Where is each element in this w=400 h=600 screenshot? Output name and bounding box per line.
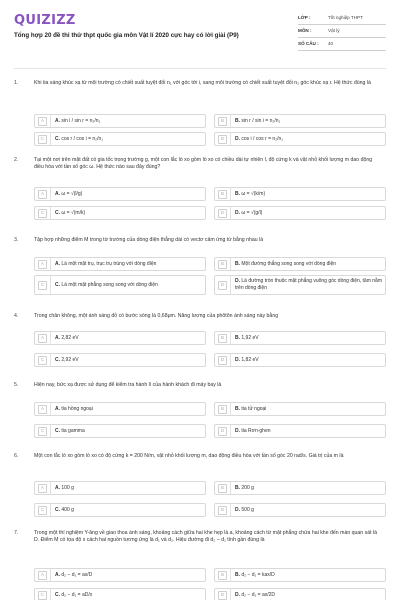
option-a[interactable]	[34, 402, 206, 416]
option-divider	[230, 188, 231, 200]
option-label: A.	[55, 334, 60, 341]
option-text	[235, 116, 282, 126]
meta-key: LỚP :	[298, 14, 311, 20]
option-d[interactable]	[214, 503, 386, 517]
option-text	[235, 404, 268, 414]
quizizz-logo: QUIZIZZ	[14, 13, 76, 28]
option-a[interactable]	[34, 257, 206, 271]
option-letter: A	[38, 117, 47, 126]
option-b[interactable]	[214, 568, 386, 582]
option-letter: D	[218, 506, 227, 515]
option-label: B.	[235, 405, 240, 412]
option-label: C.	[55, 135, 60, 142]
option-content: 400 g	[61, 506, 74, 513]
option-content: sin r / sin i = n₂/n₁	[241, 117, 281, 124]
option-content: cos i / cos r = n₂/n₁	[241, 135, 283, 142]
option-text	[55, 404, 95, 414]
option-text	[235, 277, 385, 294]
option-c[interactable]	[34, 353, 206, 367]
option-letter: D	[218, 427, 227, 436]
option-letter: A	[38, 260, 47, 269]
question-text: Trong chân không, một ánh sáng đỏ có bước sóng là 0,68μm. Năng lượng của phôtôn ánh sáng này bằng	[34, 313, 279, 319]
option-b[interactable]	[214, 114, 386, 128]
option-label: A.	[55, 117, 60, 124]
option-letter: A	[38, 405, 47, 414]
option-c[interactable]	[34, 503, 206, 517]
option-content: d₂ − d₁ = aD/x	[61, 591, 93, 598]
option-content: cos r / cos i = n₂/n₁	[61, 135, 103, 142]
question-text: Một con lắc lò xo gồm lò xo có độ cứng k = 200 N/m, vật nhỏ khối lượng m, dao động điều hòa với tần số góc 20 rad/s. Giá trị của m là	[34, 453, 344, 459]
option-text	[55, 134, 105, 144]
option-divider	[230, 207, 231, 219]
option-text	[55, 570, 94, 580]
option-divider	[230, 425, 231, 437]
option-c[interactable]	[34, 275, 206, 295]
option-letter: B	[218, 260, 227, 269]
option-text	[55, 590, 94, 600]
option-text	[235, 134, 285, 144]
question-number: 6.	[14, 453, 19, 459]
meta-row-class	[298, 12, 386, 25]
option-a[interactable]	[34, 481, 206, 495]
option-text	[55, 426, 87, 436]
option-label: C.	[55, 281, 60, 288]
option-label: D.	[235, 135, 240, 142]
question-text: Tập hợp những điểm M trong từ trường của dòng điện thẳng dài có vectơ cảm ứng từ bằng nhau là	[34, 237, 264, 243]
option-a[interactable]	[34, 331, 206, 345]
option-divider	[230, 276, 231, 294]
option-d[interactable]	[214, 588, 386, 600]
option-divider	[50, 276, 51, 294]
question-number: 4.	[14, 313, 19, 319]
option-letter: B	[218, 405, 227, 414]
option-letter: C	[38, 506, 47, 515]
option-text	[55, 333, 81, 343]
option-label: D.	[235, 278, 240, 285]
option-divider	[230, 258, 231, 270]
option-letter: C	[38, 591, 47, 600]
option-letter: C	[38, 356, 47, 365]
worksheet-header	[14, 12, 386, 64]
option-label: A.	[55, 190, 60, 197]
option-content: ω = √(l/g)	[61, 190, 83, 197]
option-d[interactable]	[214, 353, 386, 367]
option-letter: D	[218, 591, 227, 600]
option-c[interactable]	[34, 206, 206, 220]
option-label: D.	[235, 427, 240, 434]
option-divider	[50, 258, 51, 270]
option-content: ω = √(k/m)	[241, 190, 266, 197]
question-number: 5.	[14, 382, 19, 388]
option-content: 200 g	[241, 484, 254, 491]
option-letter: D	[218, 356, 227, 365]
question-text: Tại một nơi trên mặt đất có gia tốc trọng trường g, một con lắc lò xo gồm lò xo có chiều dài tự nhiên l, độ cứng k và vật nhỏ khối lượng m dao động điều hòa với tần số góc ω. Hệ thức nào sau đây đúng?	[34, 157, 373, 171]
question-text: Trong một thí nghiệm Y-âng về giao thoa ánh sáng, khoảng cách giữa hai khe hẹp là a, khoảng cách từ mặt phẳng chứa hai khe đến màn quan sát là D. Điểm M có tọa độ x cách hai nguồn tương ứng là d₁ và d₂. Hiệu đường đi d₂ − d₁ tính gần đúng là	[34, 530, 378, 544]
header-divider	[14, 68, 386, 69]
option-content: ω = √(g/l)	[241, 209, 263, 216]
meta-value: 40	[328, 40, 334, 46]
option-content: tia Rơn-ghen	[241, 427, 271, 434]
option-letter: C	[38, 427, 47, 436]
option-text	[55, 259, 158, 269]
option-letter: C	[38, 281, 47, 290]
question-text: Hiện nay, bức xạ được sử dụng để kiểm tra hành lí của hành khách đi máy bay là	[34, 382, 222, 388]
option-text	[235, 355, 261, 365]
option-b[interactable]	[214, 331, 386, 345]
option-label: B.	[235, 117, 240, 124]
option-a[interactable]	[34, 568, 206, 582]
meta-value: Vật lý	[328, 27, 340, 33]
option-label: C.	[55, 427, 60, 434]
option-text	[55, 208, 87, 218]
option-label: B.	[235, 260, 240, 267]
option-b[interactable]	[214, 257, 386, 271]
option-content: 100 g	[61, 484, 74, 491]
option-label: C.	[55, 356, 60, 363]
option-letter: C	[38, 209, 47, 218]
option-b[interactable]	[214, 402, 386, 416]
option-b[interactable]	[214, 187, 386, 201]
option-label: A.	[55, 405, 60, 412]
option-label: B.	[235, 571, 240, 578]
question-number: 7.	[14, 530, 19, 536]
option-text	[235, 505, 256, 515]
option-text	[235, 208, 264, 218]
option-c[interactable]	[34, 588, 206, 600]
option-divider	[50, 207, 51, 219]
option-divider	[50, 188, 51, 200]
option-divider	[50, 569, 51, 581]
option-a[interactable]	[34, 187, 206, 201]
option-divider	[50, 482, 51, 494]
option-d[interactable]	[214, 275, 386, 295]
option-text	[235, 333, 261, 343]
option-divider	[50, 332, 51, 344]
option-text	[235, 590, 277, 600]
option-divider	[50, 425, 51, 437]
meta-row-count	[298, 38, 386, 51]
option-content: 1,92 eV	[241, 334, 259, 341]
question-number: 1.	[14, 80, 19, 86]
option-text	[55, 505, 76, 515]
question-number: 3.	[14, 237, 19, 243]
option-content: d₂ − d₁ = ax/D	[61, 571, 93, 578]
option-label: B.	[235, 334, 240, 341]
option-d[interactable]	[214, 424, 386, 438]
option-letter: D	[218, 135, 227, 144]
worksheet-meta	[298, 12, 386, 51]
option-divider	[230, 133, 231, 145]
option-letter: A	[38, 334, 47, 343]
option-content: 500 g	[241, 506, 254, 513]
meta-key: MÔN :	[298, 27, 312, 33]
option-label: D.	[235, 506, 240, 513]
option-letter: A	[38, 484, 47, 493]
option-b[interactable]	[214, 481, 386, 495]
option-text	[235, 259, 338, 269]
option-text	[55, 280, 160, 290]
option-content: 2,82 eV	[61, 334, 79, 341]
option-text	[235, 189, 267, 199]
option-label: D.	[235, 356, 240, 363]
option-label: D.	[235, 591, 240, 598]
option-content: 1,82 eV	[241, 356, 259, 363]
option-letter: D	[218, 209, 227, 218]
option-divider	[230, 504, 231, 516]
option-label: B.	[235, 484, 240, 491]
option-content: tia gamma	[61, 427, 85, 434]
question-number: 2.	[14, 157, 19, 163]
option-content: tia tử ngoại	[241, 405, 267, 412]
option-letter: C	[38, 135, 47, 144]
option-c[interactable]	[34, 132, 206, 146]
option-content: Là một mặt phẳng song song với dòng điện	[61, 281, 158, 288]
option-divider	[50, 589, 51, 600]
option-letter: B	[218, 334, 227, 343]
option-divider	[50, 403, 51, 415]
option-content: Là đường tròn thuộc mặt phẳng vuông góc dòng điện, tâm nằm trên dòng điện	[235, 278, 382, 291]
option-c[interactable]	[34, 424, 206, 438]
option-letter: D	[218, 281, 227, 290]
option-letter: A	[38, 190, 47, 199]
option-text	[55, 116, 102, 126]
meta-value: Tốt nghiệp THPT	[328, 14, 363, 20]
option-divider	[230, 403, 231, 415]
option-label: A.	[55, 484, 60, 491]
option-divider	[230, 332, 231, 344]
option-text	[235, 426, 273, 436]
option-content: d₂ − d₁ = ax/2D	[241, 591, 276, 598]
option-label: D.	[235, 209, 240, 216]
option-divider	[230, 569, 231, 581]
worksheet-title: Tổng hợp 20 đề thi thử thpt quốc gia môn Vật lí 2020 cực hay có lời giải (P9)	[14, 32, 239, 39]
option-d[interactable]	[214, 206, 386, 220]
meta-key: SỐ CÂU :	[298, 40, 319, 46]
option-divider	[230, 354, 231, 366]
option-divider	[50, 354, 51, 366]
option-text	[55, 483, 76, 493]
option-text	[235, 570, 277, 580]
option-content: d₂ − d₁ = kax/D	[241, 571, 275, 578]
option-label: C.	[55, 591, 60, 598]
option-label: B.	[235, 190, 240, 197]
option-letter: A	[38, 571, 47, 580]
option-a[interactable]	[34, 114, 206, 128]
option-divider	[230, 115, 231, 127]
option-letter: B	[218, 190, 227, 199]
option-d[interactable]	[214, 132, 386, 146]
option-label: C.	[55, 506, 60, 513]
option-divider	[230, 482, 231, 494]
question-text: Khi tia sáng khúc xạ từ môi trường có chiết suất tuyệt đối n₁ với góc tới i, sang môi trường có chiết suất tuyệt đối n₂ góc khúc xạ r. Hệ thức đúng là	[34, 80, 371, 86]
option-content: ω = √(m/k)	[61, 209, 86, 216]
option-text	[235, 483, 256, 493]
option-text	[55, 189, 84, 199]
option-divider	[230, 589, 231, 600]
option-content: Là một mặt trụ, trục trụ trùng với dòng điện	[61, 260, 157, 267]
option-divider	[50, 115, 51, 127]
option-content: 2,92 eV	[61, 356, 79, 363]
option-label: A.	[55, 571, 60, 578]
option-text	[55, 355, 81, 365]
option-label: C.	[55, 209, 60, 216]
option-letter: B	[218, 571, 227, 580]
option-content: sin i / sin r = n₂/n₁	[61, 117, 101, 124]
option-content: Một đường thẳng song song với dòng điện	[241, 260, 337, 267]
meta-row-subject	[298, 25, 386, 38]
option-letter: B	[218, 117, 227, 126]
option-content: tia hồng ngoại	[61, 405, 93, 412]
option-letter: B	[218, 484, 227, 493]
option-divider	[50, 133, 51, 145]
option-divider	[50, 504, 51, 516]
option-label: A.	[55, 260, 60, 267]
